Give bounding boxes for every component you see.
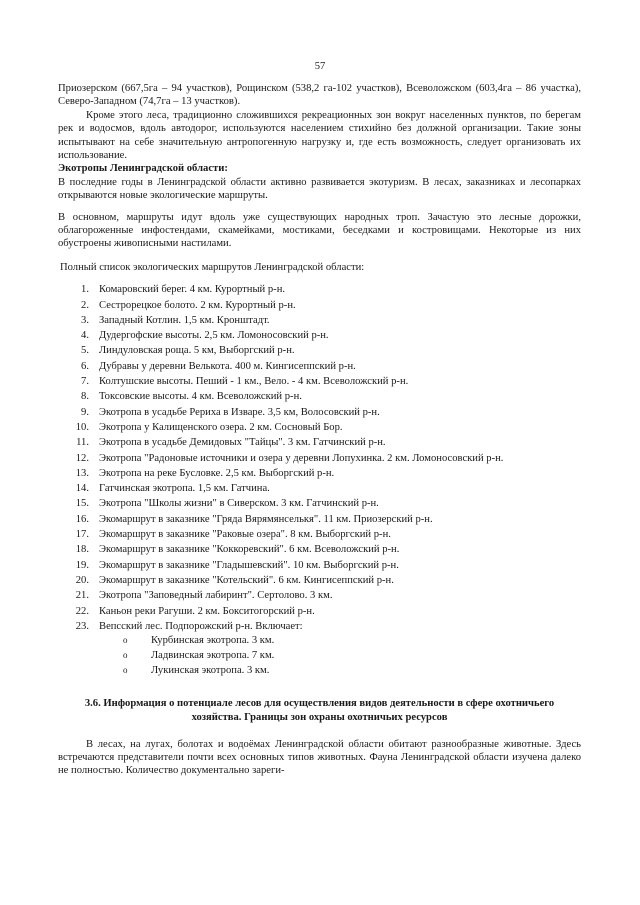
heading-ecotrails: Экотропы Ленинградской области: bbox=[58, 163, 228, 175]
route-number: 3. bbox=[81, 314, 89, 326]
route-number: 12. bbox=[75, 452, 89, 464]
route-item bbox=[81, 406, 581, 419]
page-number: 57 bbox=[314, 61, 326, 72]
route-item bbox=[81, 314, 581, 327]
section-title: 3.6. Информация о потенциале лесов для осуществления видов деятельности в сфере охотничьего хозяйства. Границы зон охраны охотничьих ресурсов bbox=[84, 698, 555, 723]
route-item bbox=[75, 528, 581, 541]
route-item bbox=[75, 513, 581, 526]
route-item bbox=[76, 436, 581, 449]
paragraph-routes-description: В основном, маршруты идут вдоль уже существующих народных троп. Зачастую это лесные дорожки, облагороженные инфостендами, скамейками, мостиками, беседками и кострoвищами. Некоторые из них обустроены живописными настилами. bbox=[58, 211, 581, 250]
route-number: 18. bbox=[75, 544, 89, 556]
route-number: 11. bbox=[76, 437, 89, 449]
route-item bbox=[75, 574, 581, 587]
paragraph-forest-areas: Приозерском (667,5га – 94 участков), Рощинском (538,2 га-102 участков), Всеволожском (603,4га – 86 участка), Северо-Западном (74,7га – 13 участков). bbox=[58, 83, 581, 108]
route-text: Экотропа в усадьбе Демидовых "Тайцы". 3 км. Гатчинский р-н. bbox=[99, 437, 386, 449]
paragraph-ecotourism: В последние годы в Ленинградской области активно развивается экотуризм. В лесах, заказниках и лесопарках открываются новые экологические маршруты. bbox=[58, 176, 581, 202]
route-number: 17. bbox=[75, 529, 89, 541]
route-number: 7. bbox=[81, 376, 89, 388]
sub-route-text: Курбинская экотропа. 3 км. bbox=[151, 634, 275, 646]
route-text: Вепсский лес. Подпорожский р-н. Включает: bbox=[99, 620, 303, 632]
route-text: Колтушские высоты. Пеший - 1 км., Вело. - 4 км. Всеволожский р-н. bbox=[99, 376, 409, 388]
route-text: Токсовские высоты. 4 км. Всеволожский р-н. bbox=[99, 391, 302, 403]
route-text: Экотропа "Радоновые источники и озера у деревни Лопухинка. 2 км. Ломоносовский р-н. bbox=[99, 452, 504, 464]
circle-bullet-icon: o bbox=[123, 665, 128, 676]
paragraph-fauna: В лесах, на лугах, болотах и водоёмах Ленинградской области обитают разнообразные животные. Здесь встречаются представители почти всех основных типов животных. Фауна Ленинградской области изучена далеко не полностью. Количество документально зареги- bbox=[58, 738, 581, 777]
sub-route-text: Ладвинская экотропа. 7 км. bbox=[151, 650, 275, 662]
route-text: Западный Котлин. 1,5 км. Кронштадт. bbox=[99, 314, 270, 326]
routes-list bbox=[58, 283, 581, 677]
route-item bbox=[75, 589, 581, 602]
route-number: 21. bbox=[75, 590, 89, 602]
route-item bbox=[75, 559, 581, 572]
route-text: Комаровский берег. 4 км. Курортный р-н. bbox=[99, 284, 286, 296]
route-text: Гатчинская экотропа. 1,5 км. Гатчина. bbox=[99, 483, 270, 495]
route-text: Экотропа на реке Бусловке. 2,5 км. Выборгский р-н. bbox=[99, 467, 335, 479]
route-number: 14. bbox=[75, 483, 89, 495]
sub-route-text: Лукинская экотропа. 3 км. bbox=[151, 665, 270, 677]
route-text: Дубравы у деревни Велькота. 400 м. Кингисеппский р-н. bbox=[99, 360, 356, 372]
page-body bbox=[58, 82, 581, 778]
route-text: Экотропа в усадьбе Рериха в Изваре. 3,5 км, Волосовский р-н. bbox=[99, 406, 380, 418]
route-item bbox=[75, 620, 581, 678]
route-text: Экомаршрут в заказнике "Коккоревский". 6 км. Всеволожский р-н. bbox=[99, 544, 400, 556]
route-item bbox=[81, 344, 581, 357]
route-text: Экомаршрут в заказнике "Раковые озера". 8 км. Выборгский р-н. bbox=[99, 529, 391, 541]
route-number: 6. bbox=[81, 360, 89, 372]
route-number: 13. bbox=[75, 467, 89, 479]
route-item bbox=[81, 329, 581, 342]
route-item bbox=[75, 497, 581, 510]
route-text: Экомаршрут в заказнике "Гряда Вярямянселькя". 11 км. Приозерский р-н. bbox=[99, 513, 433, 525]
route-text: Дудергофские высоты. 2,5 км. Ломоносовский р-н. bbox=[99, 330, 329, 342]
route-number: 15. bbox=[75, 498, 89, 510]
sub-route-item bbox=[99, 664, 581, 677]
route-number: 22. bbox=[75, 605, 89, 617]
route-text: Экотропа "Школы жизни" в Сиверском. 3 км. Гатчинский р-н. bbox=[99, 498, 379, 510]
route-item bbox=[75, 482, 581, 495]
routes-list-intro: Полный список экологических маршрутов Ленинградской области: bbox=[60, 261, 365, 273]
route-number: 8. bbox=[81, 391, 89, 403]
route-text: Экомаршрут в заказнике "Котельский". 6 км. Кингисеппский р-н. bbox=[99, 574, 394, 586]
route-number: 23. bbox=[75, 620, 89, 632]
route-number: 5. bbox=[81, 345, 89, 357]
route-text: Экомаршрут в заказнике "Гладышевский". 10 км. Выборгский р-н. bbox=[99, 559, 399, 571]
route-item bbox=[75, 467, 581, 480]
route-number: 1. bbox=[81, 284, 89, 296]
route-item bbox=[75, 452, 581, 465]
route-text: Экотропа у Калищенского озера. 2 км. Сосновый Бор. bbox=[99, 421, 343, 433]
paragraph-recreation-zones: Кроме этого леса, традиционно сложившихся рекреационных зон вокруг населенных пунктов, по берегам рек и водосмов, вдоль автодорог, используются населением стихийно без должной организации. Такие зоны испытывают на себе значительную антропогенную нагрузку и, где есть возможность, следует организовать их использование. bbox=[58, 109, 581, 162]
route-number: 2. bbox=[81, 299, 89, 311]
route-item bbox=[81, 283, 581, 296]
route-number: 4. bbox=[81, 330, 89, 342]
route-text: Сестрорецкое болото. 2 км. Курортный р-н. bbox=[99, 299, 296, 311]
sub-routes-list bbox=[99, 634, 581, 678]
route-number: 9. bbox=[81, 406, 89, 418]
route-text: Линдуловская роща. 5 км, Выборгский р-н. bbox=[99, 345, 295, 357]
circle-bullet-icon: o bbox=[123, 650, 128, 661]
route-item bbox=[75, 421, 581, 434]
sub-route-item bbox=[99, 634, 581, 647]
circle-bullet-icon: o bbox=[123, 634, 128, 645]
route-item bbox=[81, 299, 581, 312]
sub-route-item bbox=[99, 649, 581, 662]
route-number: 10. bbox=[75, 421, 89, 433]
route-item bbox=[75, 605, 581, 618]
route-item bbox=[81, 375, 581, 388]
route-number: 20. bbox=[75, 574, 89, 586]
route-text: Экотропа "Заповедный лабиринт". Сертолово. 3 км. bbox=[99, 590, 333, 602]
route-item bbox=[75, 543, 581, 556]
route-item bbox=[81, 360, 581, 373]
route-text: Каньон реки Рагуши. 2 км. Бокситогорский р-н. bbox=[99, 605, 315, 617]
route-number: 16. bbox=[75, 513, 89, 525]
route-number: 19. bbox=[75, 559, 89, 571]
route-item bbox=[81, 390, 581, 403]
